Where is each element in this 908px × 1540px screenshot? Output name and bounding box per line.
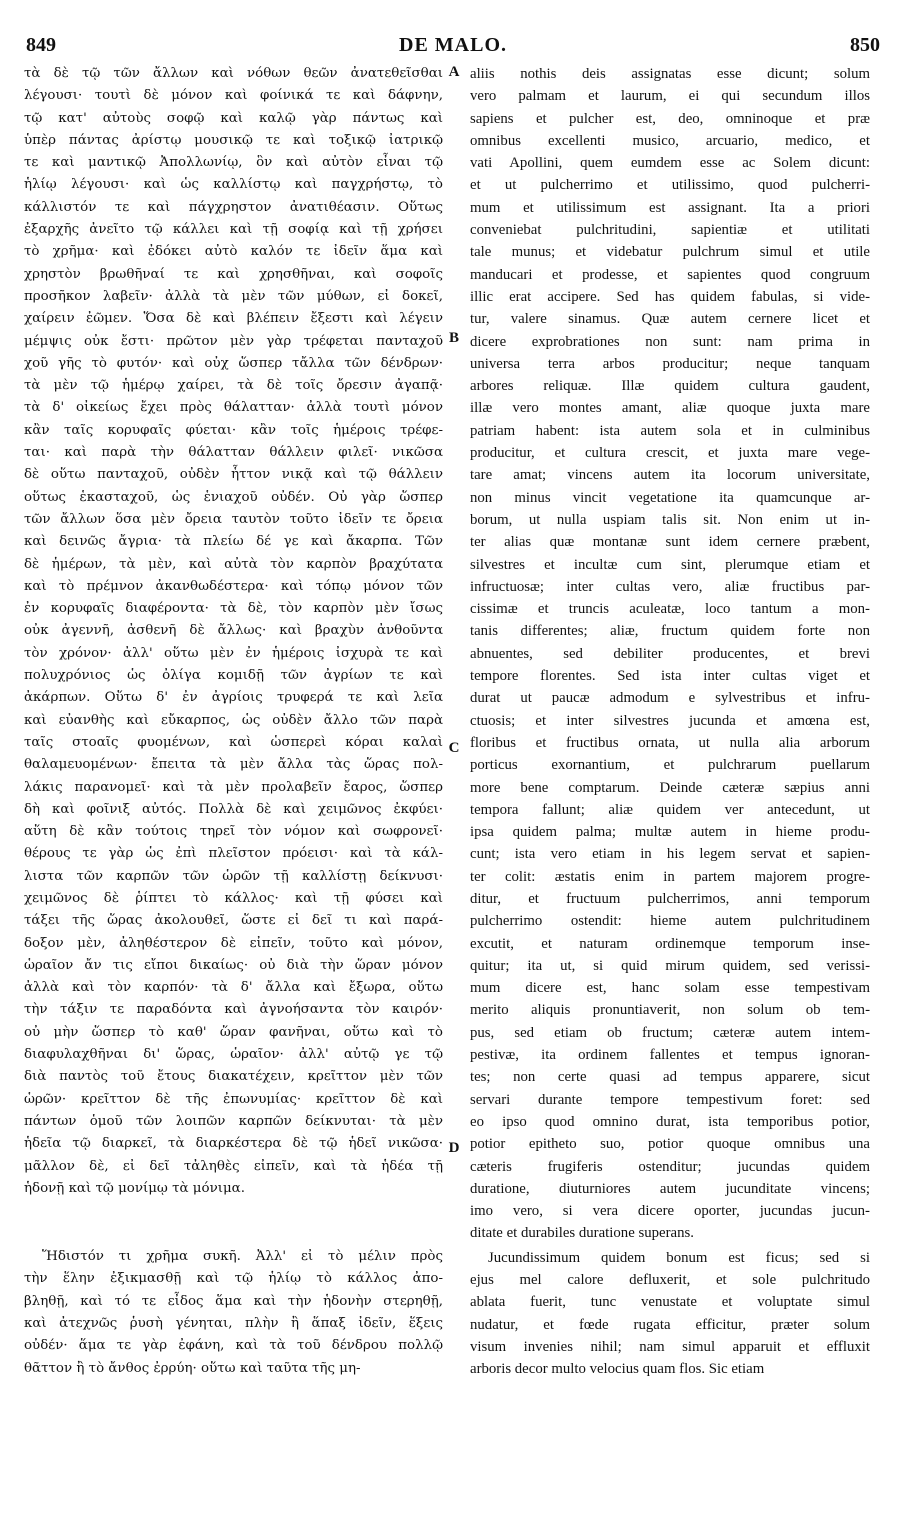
latin-text-line: quitur; ita ut, si quid mirum quidem, sed verissi-	[470, 957, 870, 974]
page-header	[26, 28, 880, 62]
greek-text-line: βληθῇ, καὶ τό τε εἶδος ἅμα καὶ τὴν ἡδονὴν στερηθῇ,	[24, 1293, 443, 1309]
greek-text-line: πολυχρόνιος ὡς ὀλίγα κομιδῇ τῶν ἀγρίων τε καὶ	[24, 668, 443, 684]
greek-text-line: καὶ ἀτεχνῶς ῥυσὴ γένηται, πλὴν ἢ ἅπαξ ἰδεῖν, ἕξεις	[24, 1316, 443, 1332]
greek-text-line: ἡλίῳ λέγουσι· καὶ ὡς καλλίστῳ καὶ παγχρήστῳ, τὸ	[24, 177, 443, 193]
greek-text-line: τάξει τῆς ὥρας ἀκολουθεῖ, ὥστε εἰ δεῖ τι καὶ παρά-	[24, 913, 443, 929]
section-marker-b: B	[448, 330, 459, 346]
page-number-right: 850	[850, 34, 880, 56]
section-marker-d: D	[448, 1140, 460, 1156]
latin-text-line: imo vero, si vera dicere oporter, jucundas jucun-	[470, 1203, 870, 1220]
greek-text-line: καὶ δεινῶς ἄγρια· τὰ πλείω δέ γε καὶ ἄκαρπα. Τῶν	[24, 534, 443, 550]
latin-text-line: merito aliquis pronuntiaverit, non solum ob tem-	[470, 1002, 870, 1019]
greek-text-line: καὶ τὸ πρέμνον ἀκανθωδέστερα· καὶ τόπῳ μόνον τῶν	[24, 578, 443, 594]
greek-text-line: τὸ χρῆμα· καὶ ἐδόκει αὐτὸ καλόν τε ἰδεῖν ἅμα καὶ	[24, 244, 443, 260]
latin-text-line: visum invenies nihil; nam simul apparuit et effluxit	[470, 1338, 870, 1355]
greek-text-line: διαφυλαχθῆναι δι' ὥρας, ὡραῖον· ἀλλ' αὐτῷ γε τῷ	[24, 1047, 443, 1063]
greek-text-line: Ἥδιστόν τι χρῆμα συκῆ. Ἀλλ' εἰ τὸ μέλιν πρὸς	[42, 1249, 443, 1265]
latin-column	[470, 63, 870, 1381]
greek-text-line: ὡρῶν· κρεῖττον δὲ τῆς ἐπωνυμίας· κρεῖττον δὲ καὶ	[24, 1091, 443, 1107]
greek-text-line: προσῆκον λαβεῖν· ἀλλὰ τὰ μὲν τῶν μύθων, εἰ δοκεῖ,	[24, 288, 443, 304]
latin-text-line: servari durante tempore tempestivum foret: sed	[470, 1091, 870, 1108]
latin-text-line: tempora fallunt; aliæ quidem ver antecedunt, ut	[470, 801, 870, 818]
greek-text-line: ταῖς στοαῖς φυομένων, καὶ ὡσπερεὶ κόραι καλαὶ	[24, 734, 443, 750]
greek-text-line: τὸν χρόνον· ἀλλ' οὕτω μὲν ἐν ἡμέροις ἰσχυρὰ τε καὶ	[24, 645, 443, 661]
greek-text-line: θᾶττον ἢ τὸ ἄνθος ἐρρύη· οὕτω καὶ ταῦτα τῆς μη-	[24, 1360, 361, 1376]
latin-text-line: mum dicere est, hanc solam esse tempestivam	[470, 980, 870, 997]
latin-text-line: pestivæ, ita ordinem fallentes et tempus ignoran-	[470, 1047, 870, 1064]
greek-text-line: τε καὶ μαντικῷ Ἀπολλωνίῳ, ὃν καὶ αὐτὸν εἶναι τῷ	[24, 155, 443, 171]
greek-text-line: τὰ δ' οἰκείως ἔχει πρὸς θάλατταν· ἀλλὰ τουτὶ μόνον	[24, 400, 443, 416]
latin-text-line: ctuosis; et inter silvestres jucunda et amœna est,	[470, 712, 870, 729]
latin-text-line: ipsa quidem palma; multæ autem in hieme produ-	[470, 824, 870, 841]
latin-text-line: floribus et fructibus ornata, ut nulla alia arborum	[470, 734, 870, 751]
latin-text-line: tale munus; et videbatur pulchrum simul et utile	[470, 244, 870, 261]
greek-text-line: οὐκ ἀγεννῆ, ἀσθενῆ δὲ ἄλλως· καὶ βραχὺν ἀνθοῦντα	[24, 623, 443, 639]
latin-text-line: universa terra arbos producitur; neque tanquam	[470, 355, 870, 372]
page-number-left: 849	[26, 34, 56, 56]
greek-text-line: καὶ εὐανθὴς καὶ εὔκαρπος, ὡς οὐδὲν ἄλλο τῶν παρὰ	[24, 712, 443, 728]
greek-text-line: θαλαμευομένων· ἔπειτα τὰ μὲν ἄλλα τὰς ὥρας πολ-	[24, 757, 443, 773]
greek-text-line: δὴ καὶ φοῖνιξ αὐτός. Πολλὰ δὲ καὶ χειμῶνος ἐκφύει·	[24, 801, 443, 817]
greek-text-line: τῶν ἄλλων ὅσα μὲν ὄρεια ταυτὸν τοῦτο ἰδεῖν τε ὄρεια	[24, 511, 443, 527]
latin-text-line: borum, ut nulla uspiam talis sit. Non enim ut in-	[470, 511, 870, 528]
latin-text-line: nudatur, et fœde rugata efficitur, præter solum	[470, 1316, 870, 1333]
latin-text-line: et ut pulcherrimo et utilissimo, quod pulcherri-	[470, 177, 870, 194]
greek-text-line: χοῦ γῆς τὸ φυτόν· καὶ οὐχ ὥσπερ τἄλλα τῶν δένδρων·	[24, 355, 443, 371]
latin-text-line: dicere exprobrationes non sunt: nam prima in	[470, 333, 870, 350]
latin-text-line: illic erat accipere. Sed has quidem fabulas, si vide-	[470, 288, 870, 305]
latin-text-line: cæteris frugiferis ostenditur; jucundas quidem	[470, 1158, 870, 1175]
latin-text-line: ter colit: æstatis enim in partem majorem progre-	[470, 868, 870, 885]
latin-text-line: more bene comptarum. Deinde cæteræ sæpius anni	[470, 779, 870, 796]
latin-text-line: sapiens et pulcher est, deo, omninoque et præ	[470, 110, 870, 127]
latin-text-line: tanis differentes; aliæ, fructum quidem forte non	[470, 623, 870, 640]
greek-text-line: ἀκάρπων. Οὕτω δ' ἐν ἀγρίοις τρυφερά τε καὶ λεῖα	[24, 690, 443, 706]
latin-text-line: excutit, et naturam ordinemque temporum inse-	[470, 935, 870, 952]
paragraph-gap	[24, 1200, 443, 1246]
greek-text-line: οὐ μὴν ὥσπερ τὸ καθ' ὥραν φανῆναι, οὕτω καὶ τὸ	[24, 1024, 443, 1040]
section-marker-a: A	[448, 64, 460, 80]
greek-text-line: δὲ οὕτω πανταχοῦ, οὐδὲν ἧττον νικᾷ καὶ τῷ θάλλειν	[24, 467, 443, 483]
greek-column	[24, 63, 443, 1380]
greek-text-line: λέγουσι· τουτὶ δὲ μόνον καὶ φοίνικά τε καὶ δάφνην,	[24, 88, 443, 104]
latin-text-line: omnibus excellenti musico, arcuario, medico, et	[470, 132, 870, 149]
latin-text-line: ablata fuerit, tunc venustate et voluptate simul	[470, 1294, 870, 1311]
latin-text-line: ditur, et fructuum pulcherrimos, anni temporum	[470, 890, 870, 907]
greek-text-line: οὐδέν· ἅμα τε γὰρ ἐφάνη, καὶ τὰ τοῦ δένδρου πολλῷ	[24, 1338, 443, 1354]
latin-text-line: vati Apollini, quem eumdem esse ac Solem dicunt:	[470, 155, 870, 172]
greek-text-line: ἡδονῇ καὶ τῷ μονίμῳ τὰ μόνιμα.	[24, 1180, 245, 1196]
greek-text-line: αὕτη δὲ κἂν τούτοις τηρεῖ τὸν νόμον καὶ σωφρονεῖ·	[24, 824, 443, 840]
latin-text-line: tur, valere sinamus. Quæ autem cernere licet et	[470, 311, 870, 328]
latin-text-line: cunt; ista vero etiam in his legem servat et sapien-	[470, 846, 870, 863]
latin-text-line: vero palmam et laurum, ei qui secundum illos	[470, 88, 870, 105]
greek-text-line: χειμῶνος δὲ ῥίπτει τὸ κάλλος· καὶ τῇ φύσει καὶ	[24, 890, 443, 906]
latin-text-line: cissimæ et truncis aculeatæ, loco tantum a mon-	[470, 601, 870, 618]
latin-text-line: aliis nothis deis assignatas esse dicunt; solum	[470, 66, 870, 82]
latin-text-line: arbores reliquæ. Illæ quidem cultura gaudent,	[470, 378, 870, 395]
latin-text-line: porticus exornantium, et pulchrarum puellarum	[470, 757, 870, 774]
greek-text-line: ἐξαρχῆς ἀνεῖτο τῷ κάλλει καὶ τῇ σοφίᾳ καὶ τῇ χρήσει	[24, 222, 443, 238]
latin-text-line: tempore florentes. Sed ista inter cultas viget et	[470, 668, 870, 685]
latin-text-line: duratione, diuturniores autem jucunditate vincens;	[470, 1180, 870, 1197]
greek-text-line: πάντων ὁμοῦ τῶν λοιπῶν καρπῶν δείκνυται· τὰ μὲν	[24, 1113, 443, 1129]
section-marker-c: C	[448, 740, 460, 756]
greek-text-line: οὕτως ἑκασταχοῦ, ὡς ἑνιαχοῦ οὐδέν. Οὐ γὰρ ὥσπερ	[24, 489, 443, 505]
latin-text-line: illæ vero montes amant, aliæ quoque juxta mare	[470, 400, 870, 417]
greek-text-line: ἡδεῖα τῷ διαρκεῖ, τὰ διαρκέστερα δὲ τῷ ἡδεῖ νικῶσα·	[24, 1136, 443, 1152]
greek-text-line: χαίρειν ἐῶμεν. Ὅσα δὲ καὶ βλέπειν ἔξεστι καὶ λέγειν	[24, 311, 443, 327]
running-title: DE MALO.	[399, 34, 507, 56]
greek-text-line: κἂν ταῖς κορυφαῖς φύεται· κἂν τοῖς ἡμέροις τρέφε-	[24, 422, 443, 438]
latin-text-line: infructuosæ; inter cultas vero, aliæ fructibus par-	[470, 578, 870, 595]
latin-text-line: ter alias quæ montanæ sunt idem cernere præbent,	[470, 534, 870, 551]
latin-text-line: abnuentes, sed debiliter producentes, et brevi	[470, 645, 870, 662]
greek-text-line: ἐν κορυφαῖς διαφέροντα· τὰ δὲ, τὸν καρπὸν μὲν ἴσως	[24, 601, 443, 617]
greek-text-line: τῷ κατ' αὐτοὺς σοφῷ καὶ καλῷ γὰρ πάντως καὶ	[24, 110, 443, 126]
greek-text-line: δοξον μὲν, ἀληθέστερον δὲ εἰπεῖν, τοῦτο καὶ μόνον,	[24, 935, 443, 951]
greek-text-line: ται· καὶ παρὰ τὴν θάλατταν θάλλειν φιλεῖ· νικῶσα	[24, 445, 443, 461]
latin-text-line: manducari et prodesse, et sapientes quod congruum	[470, 266, 870, 283]
greek-text-line: δὲ ἡμέρων, τὰ μὲν, καὶ αὐτὰ τὸν καρπὸν βραχύτατα	[24, 556, 443, 572]
greek-text-line: θέρους τε γὰρ ὡς ἐπὶ πλεῖστον πρόεισι· καὶ τὰ κάλ-	[24, 846, 443, 862]
latin-text-line: tare amat; vincens autem ita locorum universitate,	[470, 467, 870, 484]
latin-text-line: patriam habent: ista autem sola et in culminibus	[470, 422, 870, 439]
latin-text-line: tes; non certe quasi ad tempus apparere, sicut	[470, 1069, 870, 1086]
greek-text-line: τὴν τάξιν τε παραδόντα καὶ ἀγνοήσαντα τὸν καιρόν·	[24, 1002, 443, 1018]
greek-text-line: ὑπὲρ πάντας ἀρίστῳ μουσικῷ τε καὶ τοξικῷ ἰατρικῷ	[24, 132, 443, 148]
greek-text-line: λιστα τῶν καρπῶν τῶν ὡρῶν τῇ καλλίστῃ δείκνυσι·	[24, 868, 443, 884]
latin-text-line: pulcherrimo ostendit: hieme autem pulchritudinem	[470, 913, 870, 930]
latin-text-line: producitur, et cultura crescit, et juxta mare vege-	[470, 445, 870, 462]
latin-text-line: conveniebat pulchritudini, sapientiæ et utilitati	[470, 222, 870, 239]
latin-text-line: silvestres et incultæ cum sint, plerumque etiam et	[470, 556, 870, 573]
latin-text-line: ejus mel calore defluxerit, et sole pulchritudo	[470, 1272, 870, 1289]
greek-text-line: μέμψις οὐκ ἔστι· πρῶτον μὲν γὰρ τρέφεται πανταχοῦ	[24, 333, 443, 349]
greek-text-line: διὰ παντὸς τοῦ ἔτους διακατέχειν, κρεῖττον μὲν τῶν	[24, 1069, 443, 1085]
latin-text-line: arboris decor multo velocius quam flos. Sic etiam	[470, 1361, 765, 1378]
greek-text-line: μᾶλλον δὲ, εἰ δεῖ τἀληθὲς εἰπεῖν, καὶ τὰ ἡδέα τῇ	[24, 1158, 443, 1174]
latin-text-line: potior epitheto suo, potior quoque omnibus una	[470, 1136, 870, 1153]
latin-text-line: Jucundissimum quidem bonum est ficus; sed si	[488, 1249, 870, 1266]
greek-text-line: χρηστὸν βρωθῆναί τε καὶ χρησθῆναι, καὶ σοφοῖς	[24, 266, 443, 282]
greek-text-line: λάκις παρανομεῖ· καὶ τὰ μὲν προλαβεῖν ἔαρος, ὥσπερ	[24, 779, 443, 795]
latin-text-line: non minus vincit vegetatione ita quamcunque ar-	[470, 489, 870, 506]
latin-text-line: pus, sed etiam ob fructum; cæteræ autem intem-	[470, 1024, 870, 1041]
greek-text-line: ἀλλὰ καὶ τὸν καρπόν· τὰ δ' ἄλλα καὶ ἔξωρα, οὕτω	[24, 980, 443, 996]
latin-text-line: durat ut paucæ admodum e sylvestribus et infru-	[470, 690, 870, 707]
greek-text-line: τὰ μὲν τῷ ἡμέρῳ χαίρει, τὰ δὲ τοῖς ὄρεσιν ἀγαπᾷ·	[24, 378, 443, 394]
latin-text-line: ditate et durabiles duratione superans.	[470, 1225, 694, 1242]
greek-text-line: τὰ δὲ τῷ τῶν ἄλλων καὶ νόθων θεῶν ἀνατεθεῖσθαι	[24, 66, 443, 81]
greek-text-line: κάλλιστόν τε καὶ πάγχρηστον ἀνατιθέασιν. Οὕτως	[24, 199, 443, 215]
latin-text-line: mum et utilissimum est assignant. Ita a priori	[470, 199, 870, 216]
greek-text-line: τὴν ἕλην ἐξικμασθῇ καὶ τῷ ἡλίῳ τὸ κάλλος ἀπο-	[24, 1271, 443, 1287]
greek-text-line: ὡραῖον ἄν τις εἴποι δικαίως· οὐ διὰ τὴν ὥραν μόνον	[24, 957, 443, 973]
latin-text-line: eo ipso quod omnino durat, ista temporibus potior,	[470, 1113, 870, 1130]
